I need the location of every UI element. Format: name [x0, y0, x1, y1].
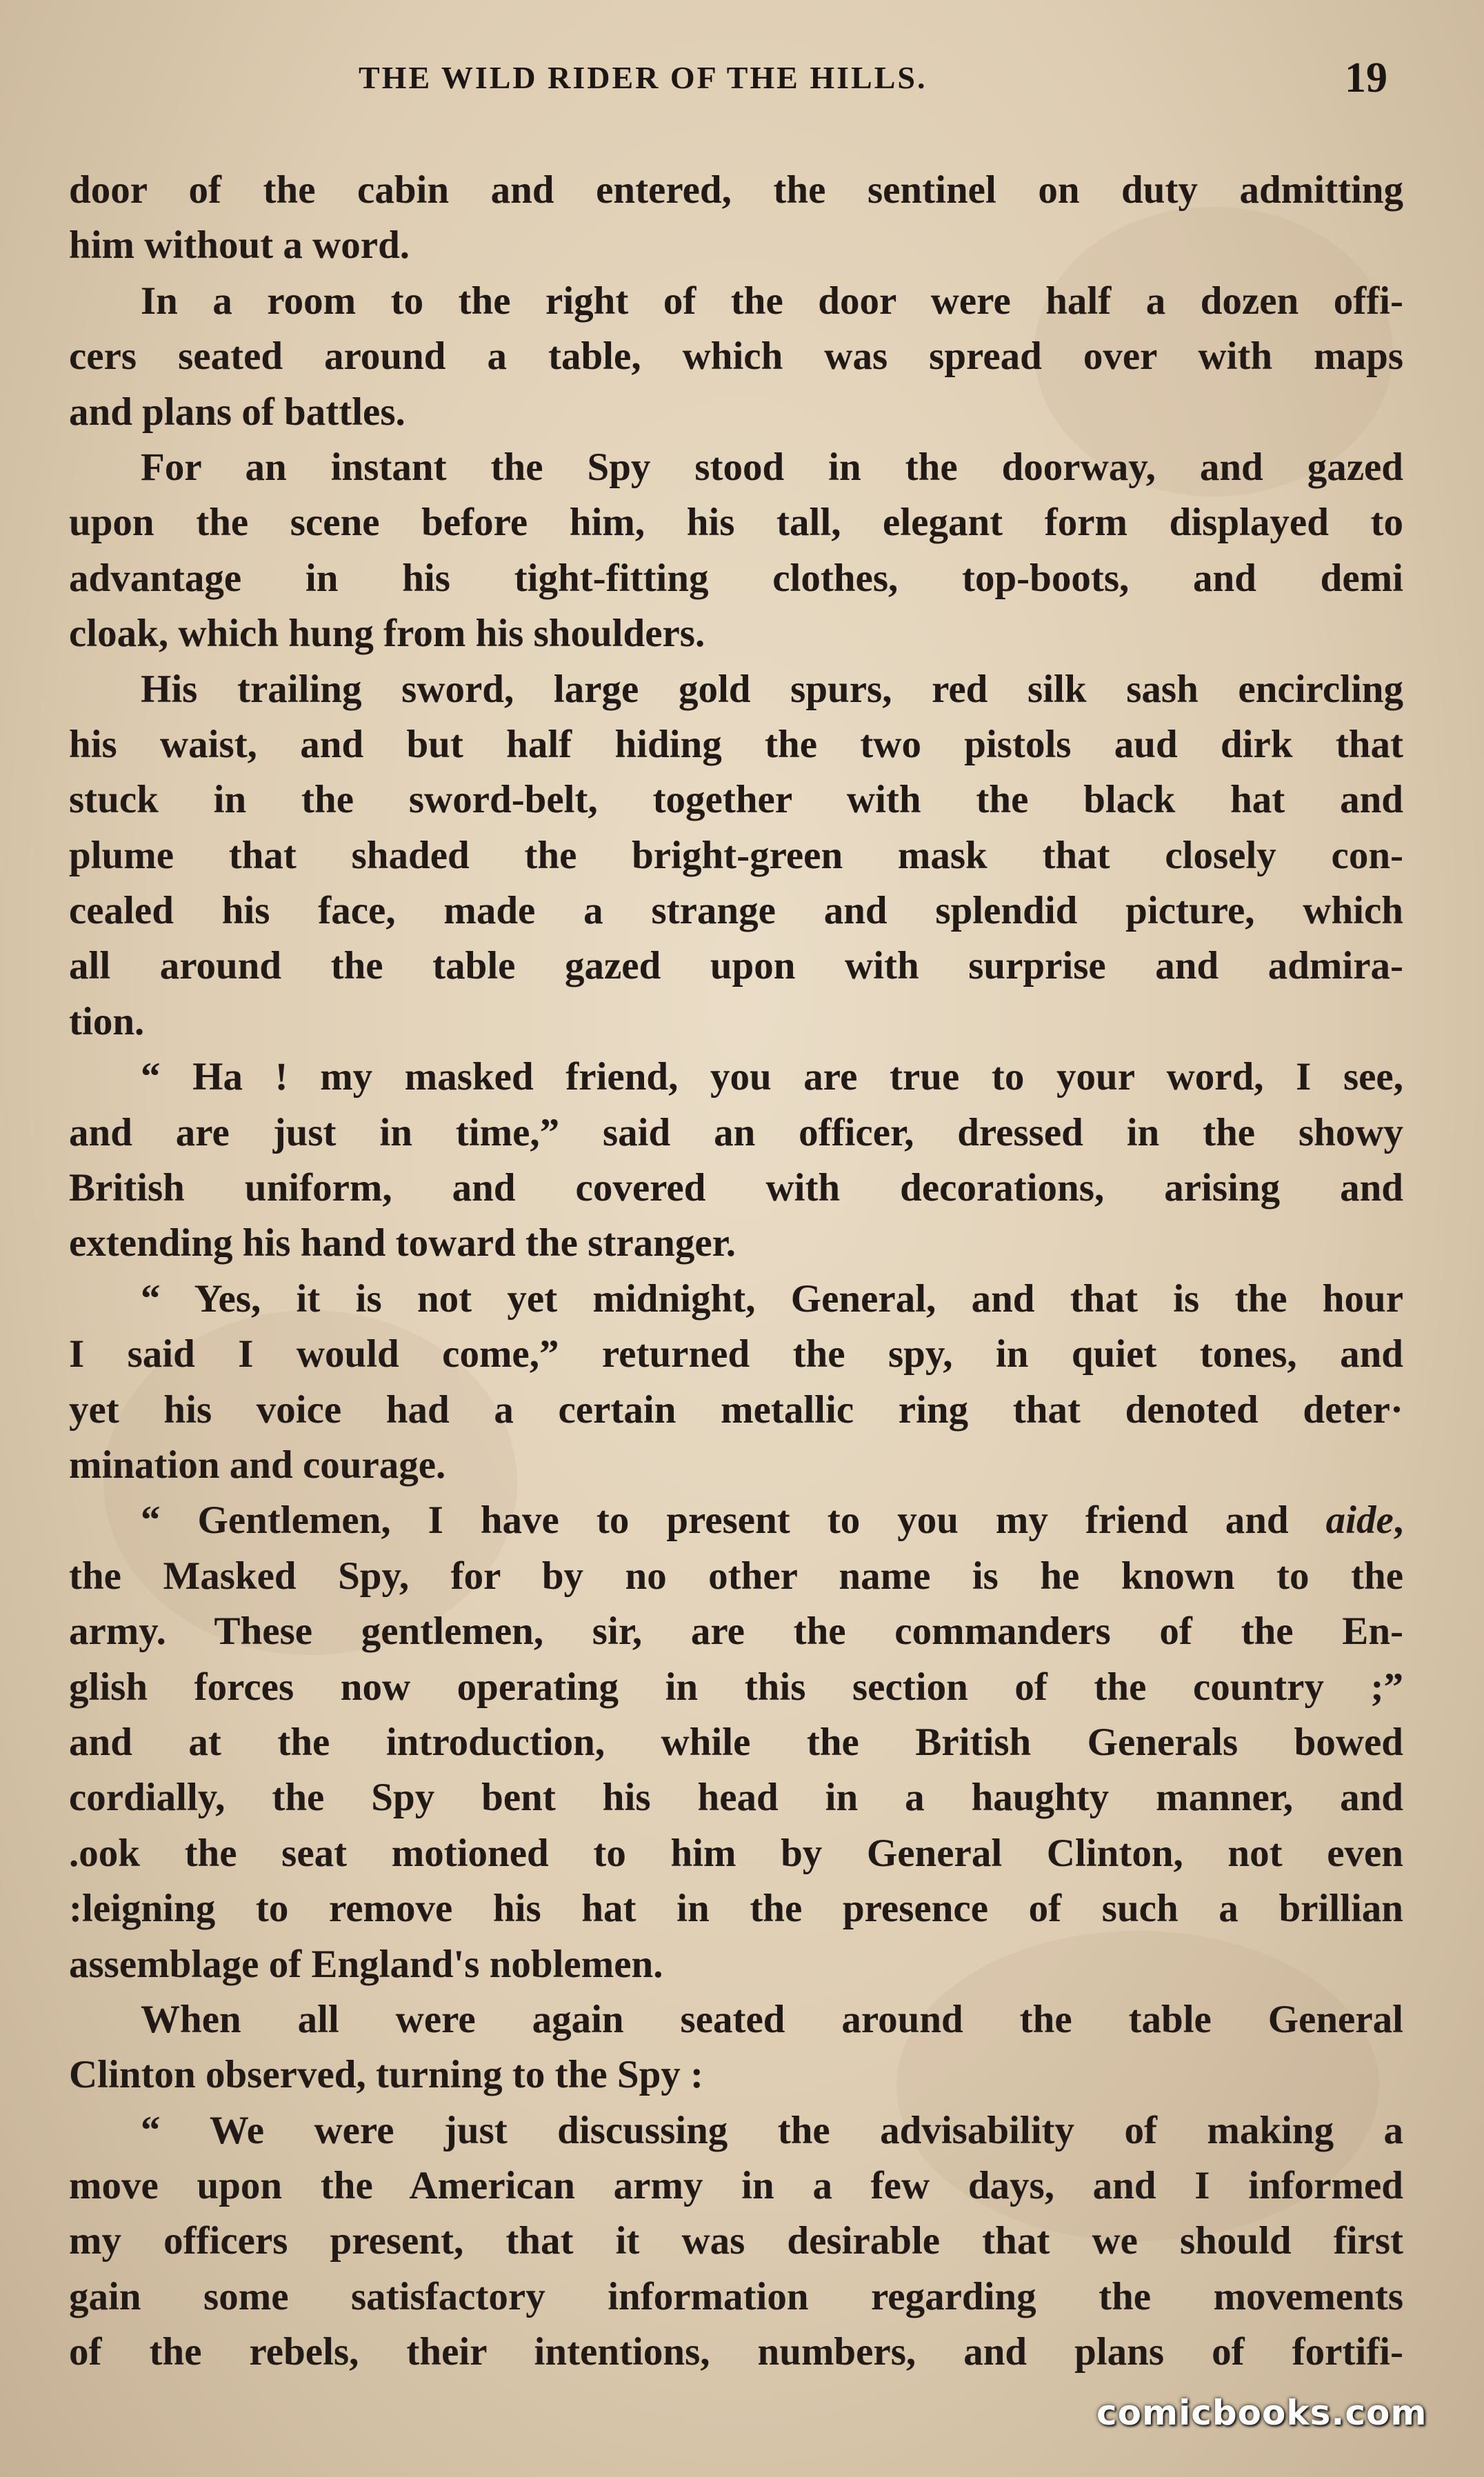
text-line: all around the table gazed upon with surprise and admira-: [69, 944, 1403, 988]
text-line: advantage in his tight-fitting clothes, top-boots, and demi: [69, 556, 1403, 600]
text-line: his waist, and but half hiding the two pistols aud dirk that: [69, 722, 1403, 766]
italic-word: aide: [1325, 1498, 1394, 1543]
text-line: When all were again seated around the table General: [141, 1997, 1403, 2041]
text-line: His trailing sword, large gold spurs, red silk sash encircling: [141, 667, 1403, 711]
text-line: mination and courage.: [69, 1443, 446, 1487]
text-line: cers seated around a table, which was spread over with maps: [69, 334, 1403, 379]
text-line: glish forces now operating in this section of the country ;”: [69, 1665, 1403, 1709]
text-line: of the rebels, their intentions, numbers, and plans of fortifi-: [69, 2330, 1403, 2374]
text-line-end: ,: [1393, 1498, 1403, 1543]
text-line: move upon the American army in a few days, and I informed: [69, 2164, 1403, 2208]
text-line: the Masked Spy, for by no other name is he known to the: [69, 1554, 1403, 1598]
text-line: British uniform, and covered with decorations, arising and: [69, 1166, 1403, 1210]
text-line: army. These gentlemen, sir, are the commanders of the En-: [69, 1609, 1403, 1654]
text-line: tion.: [69, 999, 145, 1043]
watermark: comicbooks.com: [1096, 2393, 1427, 2433]
text-line: Clinton observed, turning to the Spy :: [69, 2053, 704, 2097]
page-number: 19: [1345, 54, 1387, 101]
text-line: [69, 1493, 1403, 1548]
text-line: For an instant the Spy stood in the doorway, and gazed: [141, 445, 1403, 489]
text-line: cordially, the Spy bent his head in a haughty manner, and: [69, 1776, 1403, 1820]
body-text: [69, 163, 1403, 2380]
text-line: .ook the seat motioned to him by General Clinton, not even: [69, 1831, 1403, 1875]
text-line: plume that shaded the bright-green mask that closely con-: [69, 833, 1403, 877]
running-head: [0, 54, 1484, 109]
text-line: cloak, which hung from his shoulders.: [69, 612, 705, 656]
text-line: assemblage of England's noblemen.: [69, 1942, 663, 1986]
text-line: cealed his face, made a strange and splendid picture, which: [69, 889, 1403, 933]
text-line: upon the scene before him, his tall, elegant form displayed to: [69, 501, 1403, 545]
text-line: “ We were just discussing the advisability of making a: [141, 2108, 1403, 2152]
text-line: “ Ha ! my masked friend, you are true to your word, I see,: [141, 1055, 1403, 1099]
text-line: and plans of battles.: [69, 390, 405, 434]
text-line: door of the cabin and entered, the sentinel on duty admitting: [69, 168, 1403, 212]
text-line-start: “ Gentlemen, I have to present to you my friend and: [141, 1498, 1289, 1543]
text-line: extending his hand toward the stranger.: [69, 1221, 736, 1265]
text-line: I said I would come,” returned the spy, in quiet tones, and: [69, 1332, 1403, 1376]
text-line: and at the introduction, while the British Generals bowed: [69, 1720, 1403, 1764]
running-title: THE WILD RIDER OF THE HILLS.: [359, 60, 928, 95]
text-line: yet his voice had a certain metallic ring that denoted deter·: [69, 1387, 1403, 1432]
text-line: “ Yes, it is not yet midnight, General, and that is the hour: [141, 1276, 1403, 1321]
text-line: him without a word.: [69, 223, 410, 268]
text-line: stuck in the sword-belt, together with the black hat and: [69, 778, 1403, 822]
text-line: and are just in time,” said an officer, dressed in the showy: [69, 1110, 1403, 1154]
text-line: my officers present, that it was desirable that we should first: [69, 2219, 1403, 2263]
text-line: :leigning to remove his hat in the presence of such a brillian: [69, 1887, 1403, 1931]
text-line: gain some satisfactory information regarding the movements: [69, 2274, 1403, 2318]
text-line: In a room to the right of the door were half a dozen offi-: [141, 279, 1403, 323]
